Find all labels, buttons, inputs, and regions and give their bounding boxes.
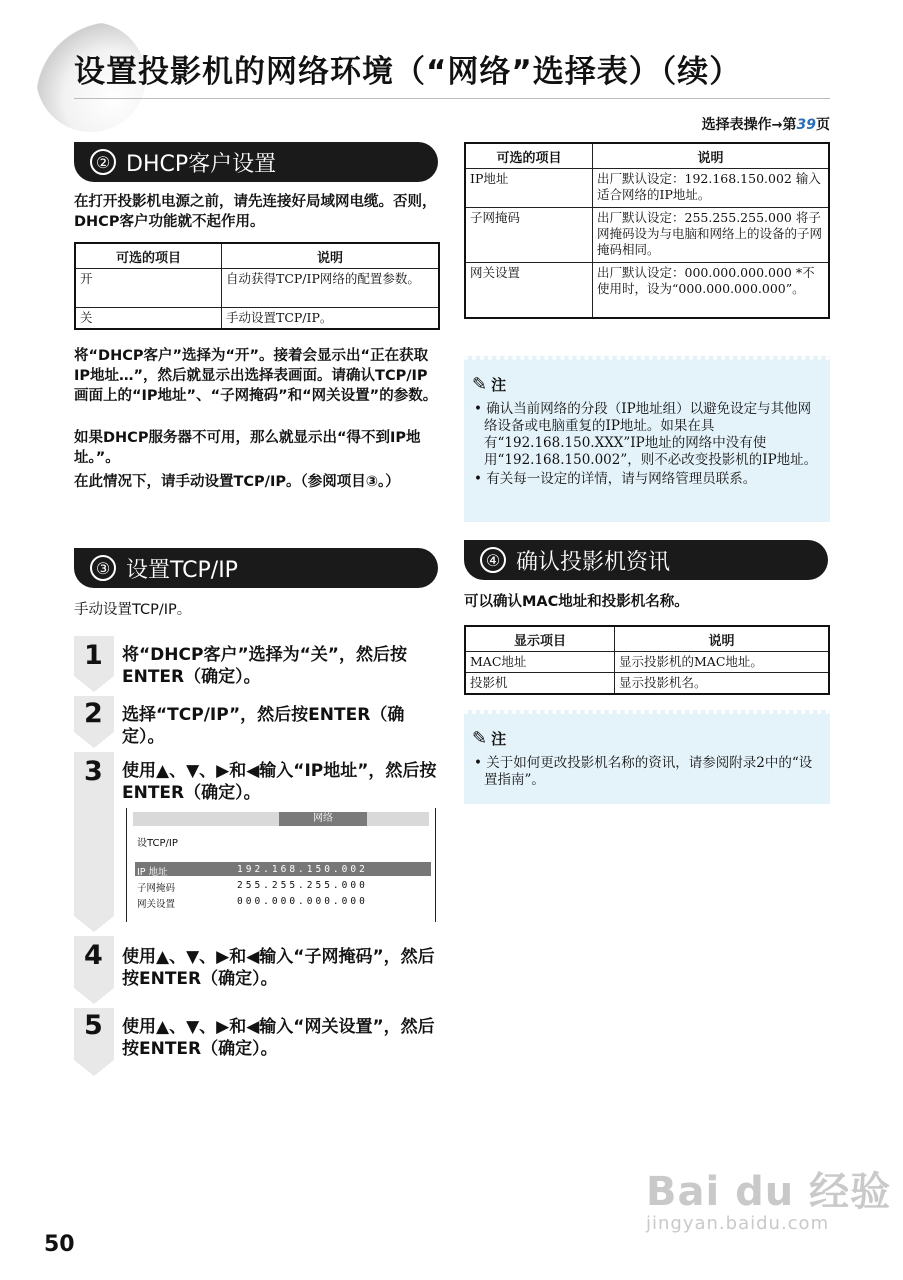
network-menu-screen: [126, 808, 436, 922]
note-heading: [472, 374, 818, 395]
title-divider: [74, 98, 830, 99]
section-number-badge: ②: [90, 149, 116, 175]
section-dhcp-heading: [74, 142, 438, 182]
step-text: 使用▲、▼、▶和◀输入“IP地址”，然后按ENTER（确定）。: [122, 761, 437, 803]
table-row: [465, 263, 829, 319]
setting-label-gateway: 网关设置: [137, 899, 176, 910]
note-title: 注: [491, 730, 507, 748]
screen-caption: 设TCP/IP: [137, 838, 178, 849]
nav-ref-text: 选择表操作: [701, 117, 772, 133]
nav-ref-pre: 第: [782, 117, 797, 133]
tcpip-intro: 手动设置TCP/IP。: [74, 602, 192, 618]
section-tcpip-heading: [74, 548, 438, 588]
table-row: [465, 208, 829, 263]
table-header: 可选的项目: [465, 143, 593, 169]
table-cell: 显示投影机的MAC地址。: [615, 652, 830, 673]
step-number: 3: [84, 756, 103, 787]
table-header: 说明: [222, 243, 440, 269]
table-row: [465, 673, 829, 695]
pencil-icon: ✎: [472, 374, 488, 395]
dhcp-options-table: [74, 242, 440, 330]
table-header-row: [75, 243, 439, 269]
note-text: 有关每一设定的详情，请与网络管理员联系。: [486, 471, 757, 487]
step-number: 5: [84, 1010, 103, 1041]
projinfo-intro: 可以确认MAC地址和投影机名称。: [464, 594, 689, 610]
table-cell: 开: [75, 269, 222, 308]
table-cell: IP地址: [465, 169, 593, 208]
step-number: 2: [84, 698, 103, 729]
section-title: 设置TCP/IP: [126, 557, 238, 583]
table-cell: 网关设置: [465, 263, 593, 319]
section-title: 确认投影机资讯: [516, 549, 671, 575]
menu-operation-reference[interactable]: [702, 114, 830, 134]
table-header-row: [465, 626, 829, 652]
watermark-logo: Bai du 经验: [646, 1169, 892, 1215]
table-row: [75, 308, 439, 330]
subnet-mask-field[interactable]: 255.255.255.000: [237, 880, 368, 891]
projector-info-table: [464, 625, 830, 695]
table-header: 可选的项目: [75, 243, 222, 269]
table-header: 显示项目: [465, 626, 615, 652]
step-text: 选择“TCP/IP”，然后按ENTER（确定）。: [122, 705, 405, 747]
table-row: [75, 269, 439, 308]
watermark-url: jingyan.baidu.com: [646, 1213, 830, 1234]
page-number: 50: [44, 1232, 75, 1257]
table-cell: MAC地址: [465, 652, 615, 673]
section-number-badge: ③: [90, 555, 116, 581]
section-title: DHCP客户设置: [126, 151, 277, 177]
note-text: 关于如何更改投影机名称的资讯，请参阅附录2中的“设置指南”。: [484, 755, 813, 788]
table-cell: 自动获得TCP/IP网络的配置参数。: [222, 269, 440, 308]
note-item: • 有关每一设定的详情，请与网络管理员联系。: [474, 471, 757, 487]
pencil-icon: ✎: [472, 728, 488, 749]
arrow-right-icon: →: [771, 118, 783, 133]
table-row: [465, 169, 829, 208]
table-header-row: [465, 143, 829, 169]
step-text: 使用▲、▼、▶和◀输入“子网掩码”，然后按ENTER（确定）。: [122, 947, 435, 989]
section-number-badge: ④: [480, 547, 506, 573]
note-item: • 关于如何更改投影机名称的资讯，请参阅附录2中的“设置指南”。: [474, 755, 813, 788]
table-cell: 关: [75, 308, 222, 330]
step-text: 使用▲、▼、▶和◀输入“网关设置”，然后按ENTER（确定）。: [122, 1017, 435, 1059]
table-cell: 出厂默认设定：255.255.255.000 将子网掩码设为与电脑和网络上的设备的子网掩码相同。: [593, 208, 830, 263]
note-box: [464, 356, 830, 522]
table-header: 说明: [615, 626, 830, 652]
note-title: 注: [491, 376, 507, 394]
setting-label-subnet: 子网掩码: [137, 883, 176, 894]
tcpip-options-table: [464, 142, 830, 319]
dhcp-paragraph-2: 如果DHCP服务器不可用，那么就显示出“得不到IP地址。”。: [74, 430, 421, 466]
note-text: 确认当前网络的分段（IP地址组）以避免设定与其他网络设备或电脑重复的IP地址。如果在具有“192.168.150.XXX”IP地址的网络中没有使用“192.168.150.002”，则不必改变投影机的IP地址。: [484, 401, 818, 468]
section-projector-info-heading: [464, 540, 828, 580]
note-heading: [472, 728, 818, 749]
table-cell: 显示投影机名。: [615, 673, 830, 695]
nav-ref-post: 页: [816, 117, 830, 133]
step-number: 1: [84, 640, 103, 671]
menu-tab-bar: [133, 812, 429, 826]
menu-tab-network[interactable]: 网络: [279, 812, 367, 826]
table-cell: 出厂默认设定：000.000.000.000 *不使用时，设为“000.000.000.000”。: [593, 263, 830, 319]
table-cell: 投影机: [465, 673, 615, 695]
table-header: 说明: [593, 143, 830, 169]
table-cell: 子网掩码: [465, 208, 593, 263]
page-title: 设置投影机的网络环境（“网络”选择表）（续）: [74, 54, 742, 90]
nav-ref-page: 39: [796, 117, 816, 133]
table-cell: 手动设置TCP/IP。: [222, 308, 440, 330]
table-row: [465, 652, 829, 673]
dhcp-paragraph-3: 在此情况下，请手动设置TCP/IP。（参阅项目③。）: [74, 474, 400, 490]
watermark: [646, 1160, 891, 1234]
step-text: 将“DHCP客户”选择为“关”，然后按ENTER（确定）。: [122, 645, 407, 687]
ip-address-field[interactable]: 192.168.150.002: [237, 864, 368, 875]
dhcp-paragraph-1: 将“DHCP客户”选择为“开”。接着会显示出“正在获取IP地址…”，然后就显示出选择表画面。请确认TCP/IP画面上的“IP地址”、“子网掩码”和“网关设置”的参数。: [74, 348, 438, 404]
gateway-field[interactable]: 000.000.000.000: [237, 896, 368, 907]
step-number: 4: [84, 940, 103, 971]
dhcp-intro: 在打开投影机电源之前，请先连接好局域网电缆。否则，DHCP客户功能就不起作用。: [74, 194, 437, 230]
note-box: [464, 710, 830, 804]
setting-label-ip: IP 地址: [137, 867, 168, 878]
table-cell: 出厂默认设定：192.168.150.002 输入适合网络的IP地址。: [593, 169, 830, 208]
note-item: • 确认当前网络的分段（IP地址组）以避免设定与其他网络设备或电脑重复的IP地址。如果在具有“192.168.150.XXX”IP地址的网络中没有使用“192.168.150.002”，则不必改变投影机的IP地址。: [474, 401, 818, 468]
